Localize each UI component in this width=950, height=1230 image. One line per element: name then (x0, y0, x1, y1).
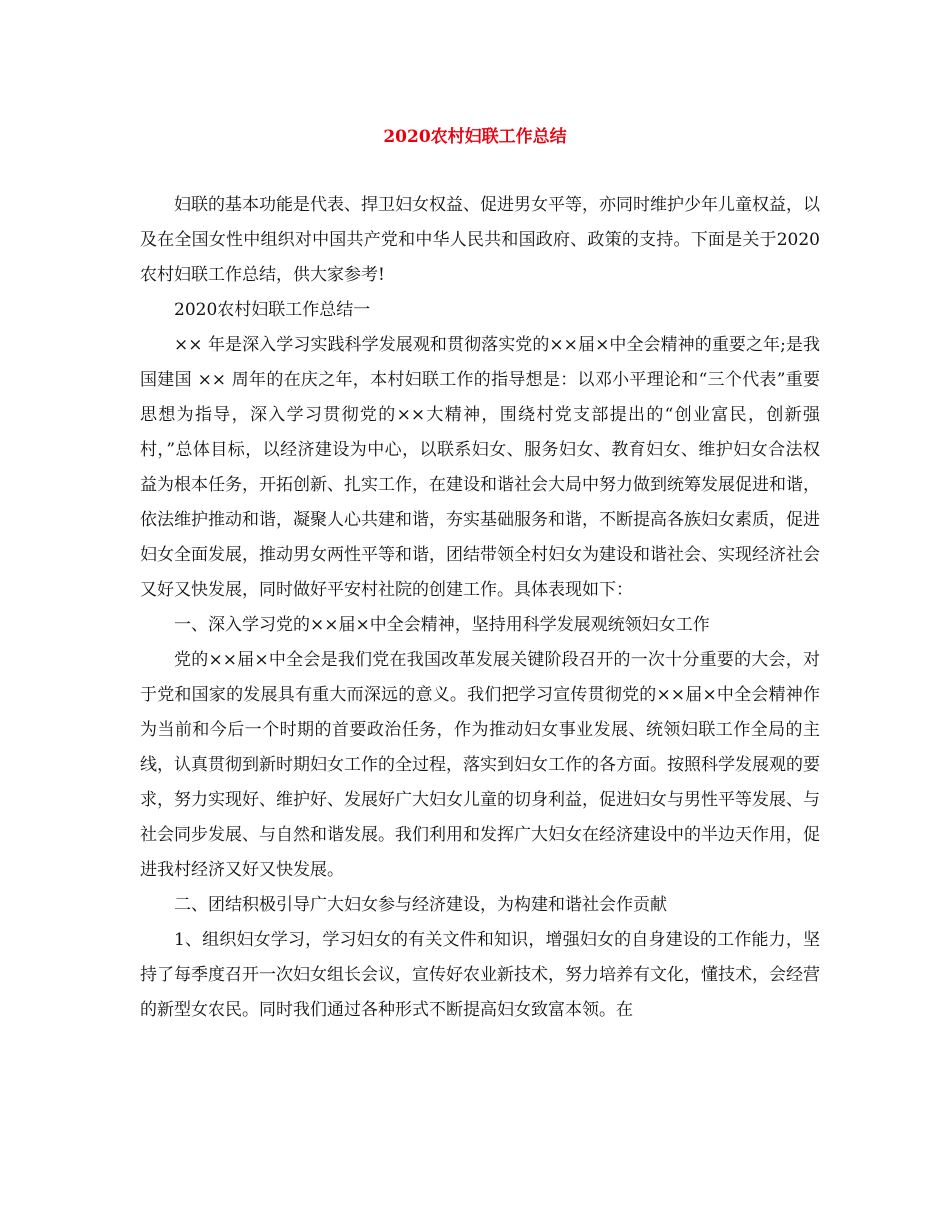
document-body (140, 188, 820, 1028)
paragraph-section-title: 2020农村妇联工作总结一 (174, 300, 371, 320)
paragraph-heading-one: 一、深入学习党的××届×中全会精神，坚持用科学发展观统领妇女工作 (174, 615, 710, 635)
paragraph-guiding-idea: ×× 年是深入学习实践科学发展观和贯彻落实党的××届×中全会精神的重要之年;是我国建国 ×× 周年的在庆之年，本村妇联工作的指导想是：以邓小平理论和“三个代表”重要思想为指导，深入学习贯彻党的××大精神，围绕村党支部提出的“创业富民，创新强村，”总体目标，以经济建设为中心，以联系妇女、服务妇女、教育妇女、维护妇女合法权益为根本任务，开拓创新、扎实工作，在建设和谐社会大局中努力做到统筹发展促进和谐，依法维护推动和谐，凝聚人心共建和谐，夯实基础服务和谐，不断提高各族妇女素质，促进妇女全面发展，推动男女两性平等和谐，团结带领全村妇女为建设和谐社会、实现经济社会又好又快发展，同时做好平安村社院的创建工作。具体表现如下： (140, 335, 820, 600)
paragraph-heading-two: 二、团结积极引导广大妇女参与经济建设，为构建和谐社会作贡献 (174, 895, 667, 915)
document-title: 2020农村妇联工作总结 (383, 127, 567, 147)
paragraph-plenum: 党的××届×中全会是我们党在我国改革发展关键阶段召开的一次十分重要的大会，对于党和国家的发展具有重大而深远的意义。我们把学习宣传贯彻党的××届×中全会精神作为当前和今后一个时期的首要政治任务，作为推动妇女事业发展、统领妇联工作全局的主线，认真贯彻到新时期妇女工作的全过程，落实到妇女工作的各方面。按照科学发展观的要求，努力实现好、维护好、发展好广大妇女儿童的切身利益，促进妇女与男性平等发展、与社会同步发展、与自然和谐发展。我们利用和发挥广大妇女在经济建设中的半边天作用，促进我村经济又好又快发展。 (140, 650, 820, 880)
paragraph-intro: 妇联的基本功能是代表、捍卫妇女权益、促进男女平等，亦同时维护少年儿童权益，以及在全国女性中组织对中国共产党和中华人民共和国政府、政策的支持。下面是关于2020农村妇联工作总结，供大家参考! (140, 195, 820, 285)
paragraph-study: 1、组织妇女学习，学习妇女的有关文件和知识，增强妇女的自身建设的工作能力，坚持了每季度召开一次妇女组长会议，宣传好农业新技术，努力培养有文化，懂技术，会经营的新型女农民。同时我们通过各种形式不断提高妇女致富本领。在 (140, 930, 820, 1020)
